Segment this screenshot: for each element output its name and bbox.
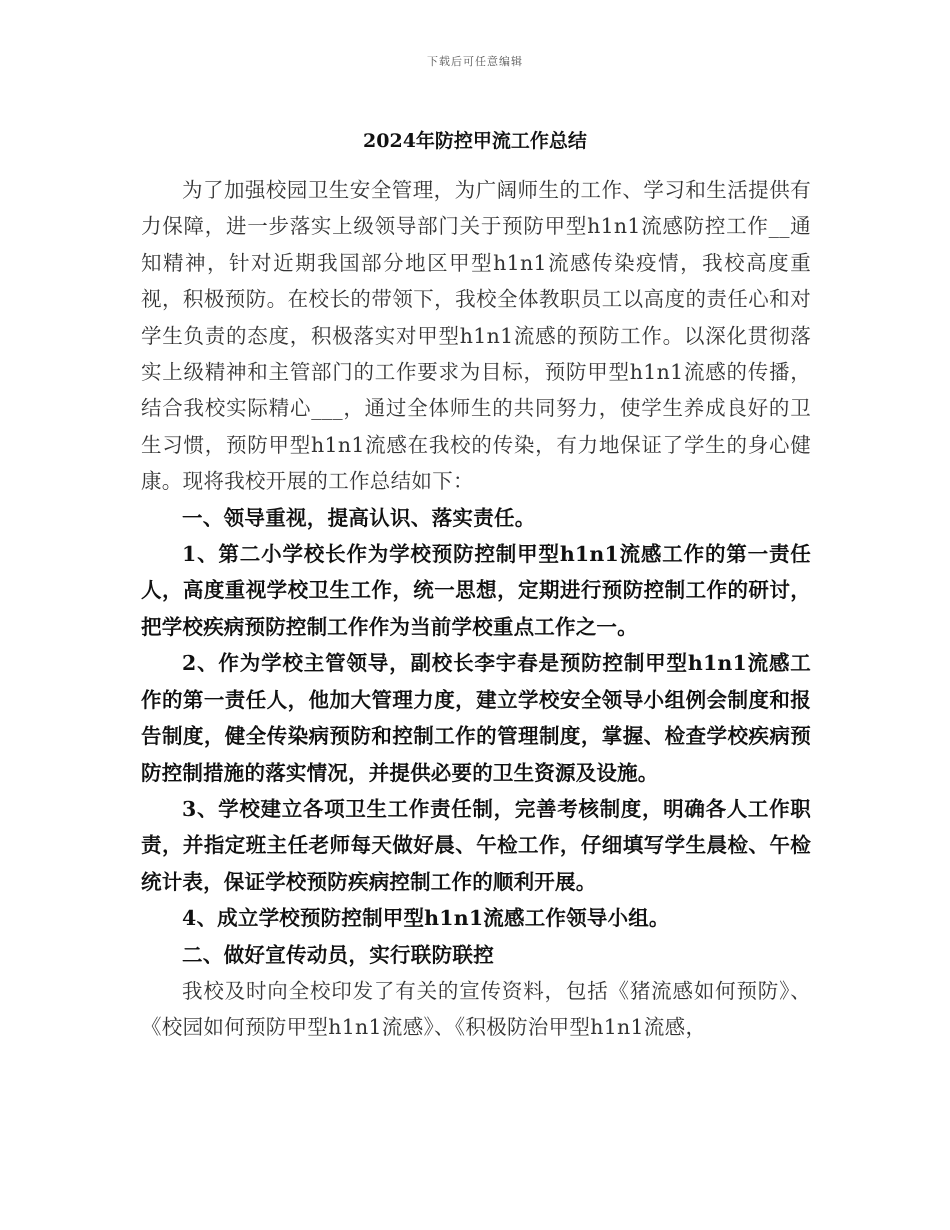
section-heading-1: 一、领导重视，提高认识、落实责任。 xyxy=(182,505,536,530)
section-2-paragraph: 我校及时向全校印发了有关的宣传资料，包括《猪流感如何预防》、《校园如何预防甲型h1n1流感》、《积极防治甲型h1n1流感， xyxy=(141,978,811,1040)
page-header-note: 下载后可任意编辑 xyxy=(427,55,523,68)
list-item-1: 1、第二小学校长作为学校预防控制甲型h1n1流感工作的第一责任人，高度重视学校卫生工作，统一思想，定期进行预防控制工作的研讨，把学校疾病预防控制工作作为当前学校重点工作之一。 xyxy=(141,542,811,639)
list-item-4: 4、成立学校预防控制甲型h1n1流感工作领导小组。 xyxy=(182,906,670,931)
document-body xyxy=(141,172,811,1046)
list-item-3: 3、学校建立各项卫生工作责任制，完善考核制度，明确各人工作职责，并指定班主任老师每天做好晨、午检工作，仔细填写学生晨检、午检统计表，保证学校预防疾病控制工作的顺利开展。 xyxy=(141,796,811,894)
list-item-2: 2、作为学校主管领导，副校长李宇春是预防控制甲型h1n1流感工作的第一责任人，他加大管理力度，建立学校安全领导小组例会制度和报告制度，健全传染病预防和控制工作的管理制度，掌握、检查学校疾病预防控制措施的落实情况，并提供必要的卫生资源及设施。 xyxy=(141,651,811,785)
document-title: 2024年防控甲流工作总结 xyxy=(363,130,587,152)
section-heading-2: 二、做好宣传动员，实行联防联控 xyxy=(182,942,494,967)
intro-paragraph: 为了加强校园卫生安全管理，为广阔师生的工作、学习和生活提供有力保障，进一步落实上级领导部门关于预防甲型h1n1流感防控工作__通知精神，针对近期我国部分地区甲型h1n1流感传染疫情，我校高度重视，积极预防。在校长的带领下，我校全体教职员工以高度的责任心和对学生负责的态度，积极落实对甲型h1n1流感的预防工作。以深化贯彻落实上级精神和主管部门的工作要求为目标，预防甲型h1n1流感的传播，结合我校实际精心___，通过全体师生的共同努力，使学生养成良好的卫生习惯，预防甲型h1n1流感在我校的传染，有力地保证了学生的身心健康。现将我校开展的工作总结如下： xyxy=(141,178,811,494)
